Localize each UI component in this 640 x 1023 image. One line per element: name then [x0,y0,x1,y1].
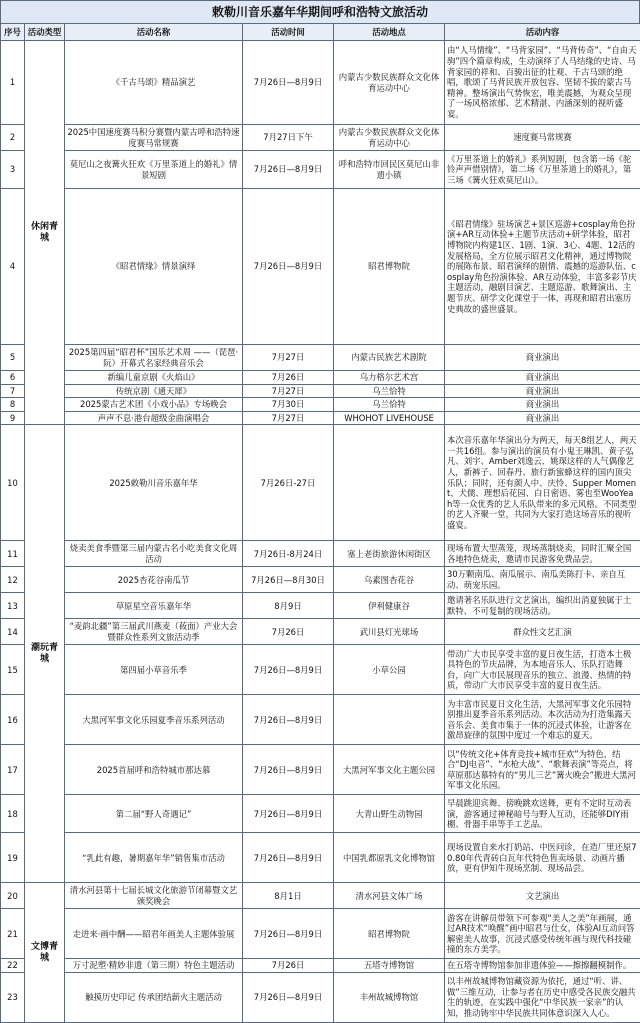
row-number: 9 [1,411,25,425]
activity-place: 乌力格尔艺术宫 [334,371,445,385]
activity-place: 昭君博物院 [334,909,445,959]
table-row [1,972,640,1022]
activity-time: 7月26日-8月24日 [243,541,334,567]
table-row [1,41,640,125]
row-number: 21 [1,909,25,959]
category-trend: 潮玩青城 [25,425,65,883]
table-row [1,345,640,371]
row-number: 13 [1,593,25,619]
row-number: 14 [1,619,25,645]
activity-time: 7月26日—8月9日 [243,645,334,695]
activity-time: 7月27日 [243,345,334,371]
header-time: 活动时间 [243,24,334,41]
activity-time: 7月26日—8月9日 [243,151,334,189]
table-body [1,41,640,1023]
activity-name: 烧卖美食季暨第三届内蒙古名小吃美食文化周活动 [65,541,243,567]
activity-time: 8月1日 [243,883,334,909]
table-row [1,883,640,909]
activity-content: 游客在讲解员带领下可参观“美人之美”年画展，通过AR技术“唤醒”画中昭君与仕女，体验AI互动问答解密美人故事，沉浸式感受传统年画与现代科技碰撞的东方美学。 [445,909,640,959]
activity-table [0,23,640,1023]
activity-place: 武川县灯光球场 [334,619,445,645]
activity-name: 走进来·画中酬——昭君年画美人主题体验展 [65,909,243,959]
activity-content: 由“人马情缘”、“马背家园”、“马背传奇”、“自由天驹”四个篇章构成，生动演绎了人马结缘的史诗、马背家园的祥和、百骏出征的壮观、千古马颂的绝唱，歌颂了马背民族开放包容、坚韧不拔的蒙古马精神。整场演出气势恢宏，唯美震撼，为观众呈现了一场风格浓郁、艺术精湛、内涵深刻的视听盛宴。 [445,41,640,125]
row-number: 5 [1,345,25,371]
activity-place: 乌兰恰特 [334,384,445,398]
activity-time: 7月26日—8月9日 [243,189,334,345]
header-content: 活动内容 [445,24,640,41]
activity-time: 7月26日—8月9日 [243,909,334,959]
activity-name: 第二届“野人奇遇记” [65,795,243,833]
row-number: 1 [1,41,25,125]
activity-time: 7月26日—8月9日 [243,695,334,745]
table-row [1,619,640,645]
activity-content: 在五塔寺博物馆参加非遗体验——擦擦翻模制作。 [445,959,640,973]
activity-place: 内蒙古民族艺术剧院 [334,345,445,371]
row-number: 16 [1,695,25,745]
table-row [1,151,640,189]
row-number: 20 [1,883,25,909]
activity-content: 速度赛马常规赛 [445,125,640,151]
activity-place: 丰州故城博物馆 [334,972,445,1022]
activity-place [334,695,445,745]
activity-content: 群众性文艺汇演 [445,619,640,645]
activity-content: 文艺演出 [445,883,640,909]
activity-content: 商业演出 [445,398,640,412]
activity-name: 声声不息·港台超级金曲演唱会 [65,411,243,425]
header-place: 活动地点 [334,24,445,41]
activity-time: 8月9日 [243,593,334,619]
activity-content: 现场设置自来水打奶站、中医问诊，在造厂里还原70.80年代青砖白瓦年代特色售卖场景、动画片播放，更有伊知牛现场烹制、现场品尝。 [445,833,640,883]
activity-name: “麦韵北疆”第三届武川燕麦（莜面）产业大会暨群众性系列文旅活动季 [65,619,243,645]
activity-name: 清水河县第十七届长城文化旅游节闭幕暨文艺颁奖晚会 [65,883,243,909]
table-row [1,909,640,959]
activity-place: 小草公园 [334,645,445,695]
row-number: 10 [1,425,25,541]
activity-content: 以丰州故城博物馆藏资源为依托，通过“听、讲、做”三维互动，让参与者在历史中感受各民族交融共生的轨迹，在实践中强化“中华民族一家亲”的认知，推动铸牢中华民族共同体意识深入人心。 [445,972,640,1022]
activity-place: 大黑河军事文化主题公园 [334,745,445,795]
row-number: 22 [1,959,25,973]
activity-place: 五塔寺博物馆 [334,959,445,973]
table-row [1,959,640,973]
table-row [1,425,640,541]
activity-content: 商业演出 [445,371,640,385]
activity-content: 商业演出 [445,411,640,425]
activity-name: 大黑河军事文化乐园夏季音乐系列活动 [65,695,243,745]
activity-name: 触摸历史印记 传承团结薪火主题活动 [65,972,243,1022]
header-type: 活动类型 [25,24,65,41]
table-row [1,645,640,695]
activity-place: 伊利健康谷 [334,593,445,619]
activity-content: 带动广大市民享受丰富的夏日夜生活，打造本土极具特色的节庆品牌，为本地音乐人、乐队打造舞台，向广大市民展现音乐的独立、浪漫、热情的特质，带动广大市民享受丰富的夏日夜生活。 [445,645,640,695]
activity-time: 7月27日 [243,411,334,425]
header-name: 活动名称 [65,24,243,41]
table-row [1,567,640,593]
activity-name: 2025杏花谷南瓜节 [65,567,243,593]
category-leisure: 休闲青城 [25,41,65,425]
activity-content: 《万里茶道上的婚礼》系列短剧，包含第一场《驼铃声声惜别情》，第二场《万里茶道上的婚礼》，第三场《篝火狂欢莫尼山》。 [445,151,640,189]
row-number: 12 [1,567,25,593]
table-row [1,189,640,345]
row-number: 15 [1,645,25,695]
activity-place [334,425,445,541]
row-number: 6 [1,371,25,385]
row-number: 23 [1,972,25,1022]
row-number: 7 [1,384,25,398]
activity-place: 中国乳都原乳文化博物馆 [334,833,445,883]
table-row [1,398,640,412]
activity-time: 7月27日下午 [243,125,334,151]
activity-place: 乌素图杏花谷 [334,567,445,593]
activity-name: 2025中国速度赛马积分赛暨内蒙古呼和浩特速度赛马常规赛 [65,125,243,151]
activity-time: 7月26日—8月9日 [243,41,334,125]
activity-name: 2025首届呼和浩特城市那达慕 [65,745,243,795]
activity-name: 万寸泥塑·精妙非遗（第三期）特色主题活动 [65,959,243,973]
activity-time: 7月26日—8月9日 [243,972,334,1022]
table-row [1,125,640,151]
row-number: 3 [1,151,25,189]
activity-time: 7月26日—8月9日 [243,833,334,883]
row-number: 2 [1,125,25,151]
activity-time: 7月26日 [243,371,334,385]
activity-content: 早晨跳迎宾舞、傍晚跳欢送舞，更有不定时互动表演，游客通过神秘暗号与野人互动，还能够DIY雨棚、骨器手串等手工艺品。 [445,795,640,833]
activity-content: 邀请著名乐队进行文艺演出，编织出消夏独属于土默特、不可复制的现场活动。 [445,593,640,619]
row-number: 11 [1,541,25,567]
activity-place: 呼和浩特市回民区莫尼山非遗小镇 [334,151,445,189]
activity-content: 《昭君情缘》驻场演艺+景区巡游+cosplay角色扮演+AR互动体验+主题节庆活动+研学体验，昭君博物院内构建1区、1剧、1演、3心、4题、12活的发展格局，全方位展示昭君文化精神，通过博物院的展陈布景、昭君演绎的剧情、震撼的巡游队伍、cosplay角色扮演体验、AR互动体验，丰富多彩节庆主题活动，融剧目演艺、主题巡游、歌舞演出、主题节庆、研学文化课堂于一体，再现和昭君出塞历史典故的盛世盛景。 [445,189,640,345]
activity-time: 7月26日—8月30日 [243,567,334,593]
activity-place: 乌兰恰特 [334,398,445,412]
activity-content: 以“传统文化+体育竞技+城市狂欢”为特色，结合“DJ电音”、“水枪大战”、“歌舞表演”等亮点，将草原那达慕特有的“男儿三艺”篝火晚会”搬进大黑河军事文化乐园。 [445,745,640,795]
table-row [1,411,640,425]
activity-time: 7月30日 [243,398,334,412]
table-row [1,541,640,567]
row-number: 18 [1,795,25,833]
category-culture: 文博青城 [25,883,65,1023]
activity-place: 大青山野生动物园 [334,795,445,833]
activity-name: 2025第四届“昭君杯”国乐艺术周 ——（琵琶·阮）开幕式名家经典音乐会 [65,345,243,371]
table-row [1,745,640,795]
activity-place: WHOHOT LIVEHOUSE [334,411,445,425]
activity-time: 7月26日—8月9日 [243,795,334,833]
activity-place: 内蒙古少数民族群众文化体育运动中心 [334,125,445,151]
document-title: 敕勒川音乐嘉年华期间呼和浩特文旅活动 [0,0,640,23]
activity-time: 7月26日-27日 [243,425,334,541]
activity-name: 新编儿童京剧《火焰山》 [65,371,243,385]
activity-content: 30万颗南瓜、南瓜展示、南瓜美陈打卡、亲自互动、萌宠乐园。 [445,567,640,593]
row-number: 19 [1,833,25,883]
activity-place: 塞上老街旅游休闲街区 [334,541,445,567]
table-row [1,795,640,833]
activity-name: “乳此有趣，暑期嘉年华”销售集市活动 [65,833,243,883]
activity-place: 昭君博物院 [334,189,445,345]
activity-time: 7月27日 [243,384,334,398]
activity-name: 草原星空音乐嘉年华 [65,593,243,619]
activity-content: 为丰富市民夏日文化生活，大黑河军事文化乐园特别推出夏季音乐系列活动。本次活动为打造集露天音乐会、美食市集于一体的沉浸式体验，让游客在激昂旋律的氛围中度过一个难忘的夏天。 [445,695,640,745]
row-number: 17 [1,745,25,795]
activity-content: 商业演出 [445,345,640,371]
activity-name: 传统京剧《通天犀》 [65,384,243,398]
row-number: 4 [1,189,25,345]
table-header-row [1,24,640,41]
activity-time: 7月26日—8月9日 [243,745,334,795]
table-row [1,695,640,745]
activity-name: 2025敕勒川音乐嘉年华 [65,425,243,541]
row-number: 8 [1,398,25,412]
activity-name: 莫尼山之夜篝火狂欢《万里茶道上的婚礼》情景短剧 [65,151,243,189]
activity-content: 现场布置大型蒸笼，现场蒸制烧卖，同时汇聚全国各地特色烧卖，邀请市民游客免费品尝。 [445,541,640,567]
activity-name: 2025蒙古艺术团《小戏小品》专场晚会 [65,398,243,412]
activity-time: 7月26日 [243,619,334,645]
table-row [1,833,640,883]
activity-name: 《昭君情缘》情景演绎 [65,189,243,345]
activity-place: 内蒙古少数民族群众文化体育运动中心 [334,41,445,125]
activity-name: 第四届小草音乐季 [65,645,243,695]
table-row [1,384,640,398]
activity-time: 7月26日 [243,959,334,973]
table-row [1,371,640,385]
header-no: 序号 [1,24,25,41]
activity-name: 《千古马颂》精品演艺 [65,41,243,125]
activity-content: 本次音乐嘉年华演出分为两天，每天8组艺人，两天一共16组。参与演出的演员有小鬼王琳凯、黄子弘凡、刘宇、Amber刘逸云、姚琛这样的人气偶像艺人，新裤子、回春丹、旅行新蜜蜂这样的国内顶尖乐队；同时，还有颜人中、庆怜、Supper Moment、犬儒、理想后花园、白日密语、雾也至WooYeah等一众优秀的艺人乐队带来的多元风格。不同类型的艺人齐聚一堂，共同为大家打造这场音乐的视听盛宴。 [445,425,640,541]
table-row [1,593,640,619]
activity-place: 清水河县文体广场 [334,883,445,909]
activity-content: 商业演出 [445,384,640,398]
